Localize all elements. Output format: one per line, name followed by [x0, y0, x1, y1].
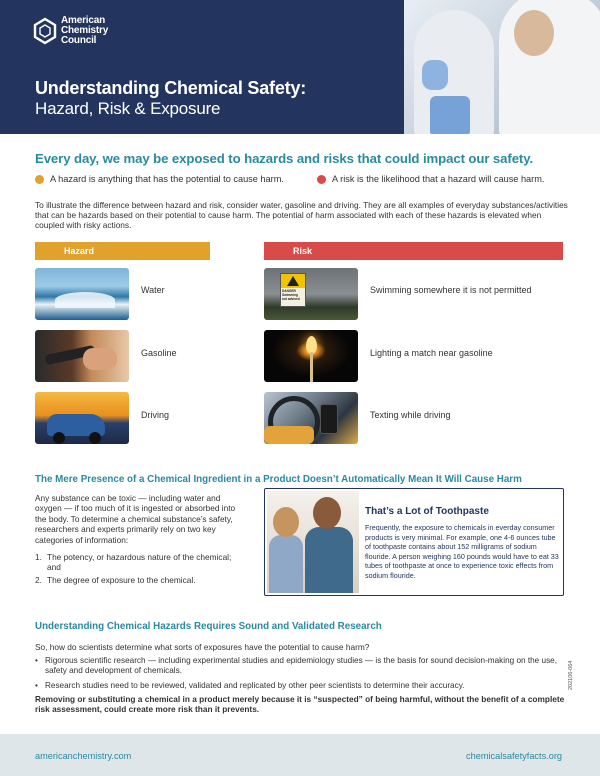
car-wheel — [89, 432, 101, 444]
hazard-column-header: Hazard — [35, 242, 210, 260]
lit-match-image — [264, 330, 358, 382]
risk-definition — [317, 174, 544, 184]
bullet-dot-icon: • — [35, 656, 38, 665]
child-figure — [269, 535, 303, 593]
categories-list — [35, 552, 240, 585]
page-title: Understanding Chemical Safety: — [35, 78, 307, 98]
hazard-dot-icon — [35, 175, 44, 184]
hazard-definition — [35, 174, 284, 184]
sign-text: DANGER Swimming not advised — [282, 289, 300, 301]
list-item: 1. The potency, or hazardous nature of the chemical; and — [35, 552, 232, 573]
hazard-label-gasoline: Gasoline — [141, 348, 177, 358]
flask-shape — [430, 96, 470, 134]
adult-head — [313, 497, 341, 529]
risk-dot-icon — [317, 175, 326, 184]
scientist-head — [514, 10, 554, 56]
hazard-label-water: Water — [141, 285, 165, 295]
intro-headline: Every day, we may be exposed to hazards and risks that could impact our safety. — [35, 151, 534, 166]
texting-driving-image — [264, 392, 358, 444]
hand-shape — [83, 348, 117, 370]
callout-title: That’s a Lot of Toothpaste — [365, 506, 489, 517]
glove-shape — [422, 60, 448, 90]
logo-line-3: Council — [61, 35, 97, 46]
danger-sign — [280, 273, 306, 307]
callout-text: Frequently, the exposure to chemicals in everday consumer products is very minimal. For example, one 4-6 ounces tube of toothpaste contains about 152 milligrams of sodium flouride. A person weighing 160 pounds would have to eat 33 tubes of toothpaste at once to experience toxic effects from sodium flouride. — [365, 523, 559, 580]
section-heading-presence: The Mere Presence of a Chemical Ingredient in a Product Doesn’t Automatically Mean It Will Cause Harm — [35, 474, 522, 485]
hazard-label-driving: Driving — [141, 410, 170, 420]
risk-definition-text: A risk is the likelihood that a hazard will cause harm. — [332, 174, 545, 184]
footer-link-chemicalsafetyfacts[interactable]: chemicalsafetyfacts.org — [466, 751, 562, 761]
toothpaste-callout — [264, 488, 564, 596]
car-wheel — [53, 432, 65, 444]
bullet-item: • Research studies need to be reviewed, validated and replicated by other peer scientists to determine their accuracy. — [35, 681, 465, 690]
footer — [0, 734, 600, 776]
adult-figure — [305, 527, 353, 593]
warning-triangle-icon — [287, 276, 299, 286]
lab-scientists-photo — [404, 0, 600, 134]
hexagon-logo-icon — [33, 17, 57, 45]
risk-label-swimming: Swimming somewhere it is not permitted — [370, 285, 532, 295]
logo-line-1: American — [61, 15, 105, 26]
header-banner — [0, 0, 600, 134]
logo-text — [61, 16, 108, 46]
water-wave-image — [35, 268, 129, 320]
match-stick — [310, 352, 313, 382]
intro-paragraph: To illustrate the difference between hazard and risk, consider water, gasoline and driving. They are all examples of everyday substances/activities that can be hazards based on their potential to cause harm. The potential of harm associated with each of these hazards is elevated when coupled with risky actions. — [35, 200, 568, 230]
research-bullets — [35, 656, 570, 691]
hazard-definition-text: A hazard is anything that has the potential to cause harm. — [50, 174, 284, 184]
danger-sign-image — [264, 268, 358, 320]
logo-line-2: Chemistry — [61, 25, 109, 36]
family-toothbrush-photo — [267, 491, 359, 593]
bullet-dot-icon: • — [35, 681, 38, 690]
wave-shape — [55, 292, 115, 308]
car-sunset-image — [35, 392, 129, 444]
arm-shape — [264, 426, 314, 444]
child-head — [273, 507, 299, 537]
document-code: 202106-064 — [568, 660, 574, 690]
footer-link-americanchemistry[interactable]: americanchemistry.com — [35, 751, 132, 761]
page-subtitle: Hazard, Risk & Exposure — [35, 99, 221, 118]
gas-pump-image — [35, 330, 129, 382]
research-question: So, how do scientists determine what sorts of exposures have the potential to cause harm? — [35, 642, 370, 652]
risk-label-texting: Texting while driving — [370, 410, 451, 420]
acc-logo[interactable] — [33, 16, 108, 46]
conclusion-statement: Removing or substituting a chemical in a product merely because it is “suspected” of being harmful, without the benefit of a complete risk assessment, could create more risk than it prevents. — [35, 694, 565, 715]
risk-column-header: Risk — [264, 242, 563, 260]
list-item: 2. The degree of exposure to the chemical. — [35, 574, 196, 585]
bullet-item: • Rigorous scientific research — including experimental studies and epidemiology studies — is the basis for sound decision-making on the use, safety and development of chemicals. — [35, 656, 557, 675]
section-heading-research: Understanding Chemical Hazards Requires Sound and Validated Research — [35, 621, 382, 632]
risk-label-match: Lighting a match near gasoline — [370, 348, 493, 358]
phone-icon — [320, 404, 338, 434]
toxicity-paragraph: Any substance can be toxic — including water and oxygen — if too much of it is ingested or absorbed into the body. To determine a chemical substance’s safety, researchers and experts primarily rely on two key categories of information: — [35, 493, 236, 545]
